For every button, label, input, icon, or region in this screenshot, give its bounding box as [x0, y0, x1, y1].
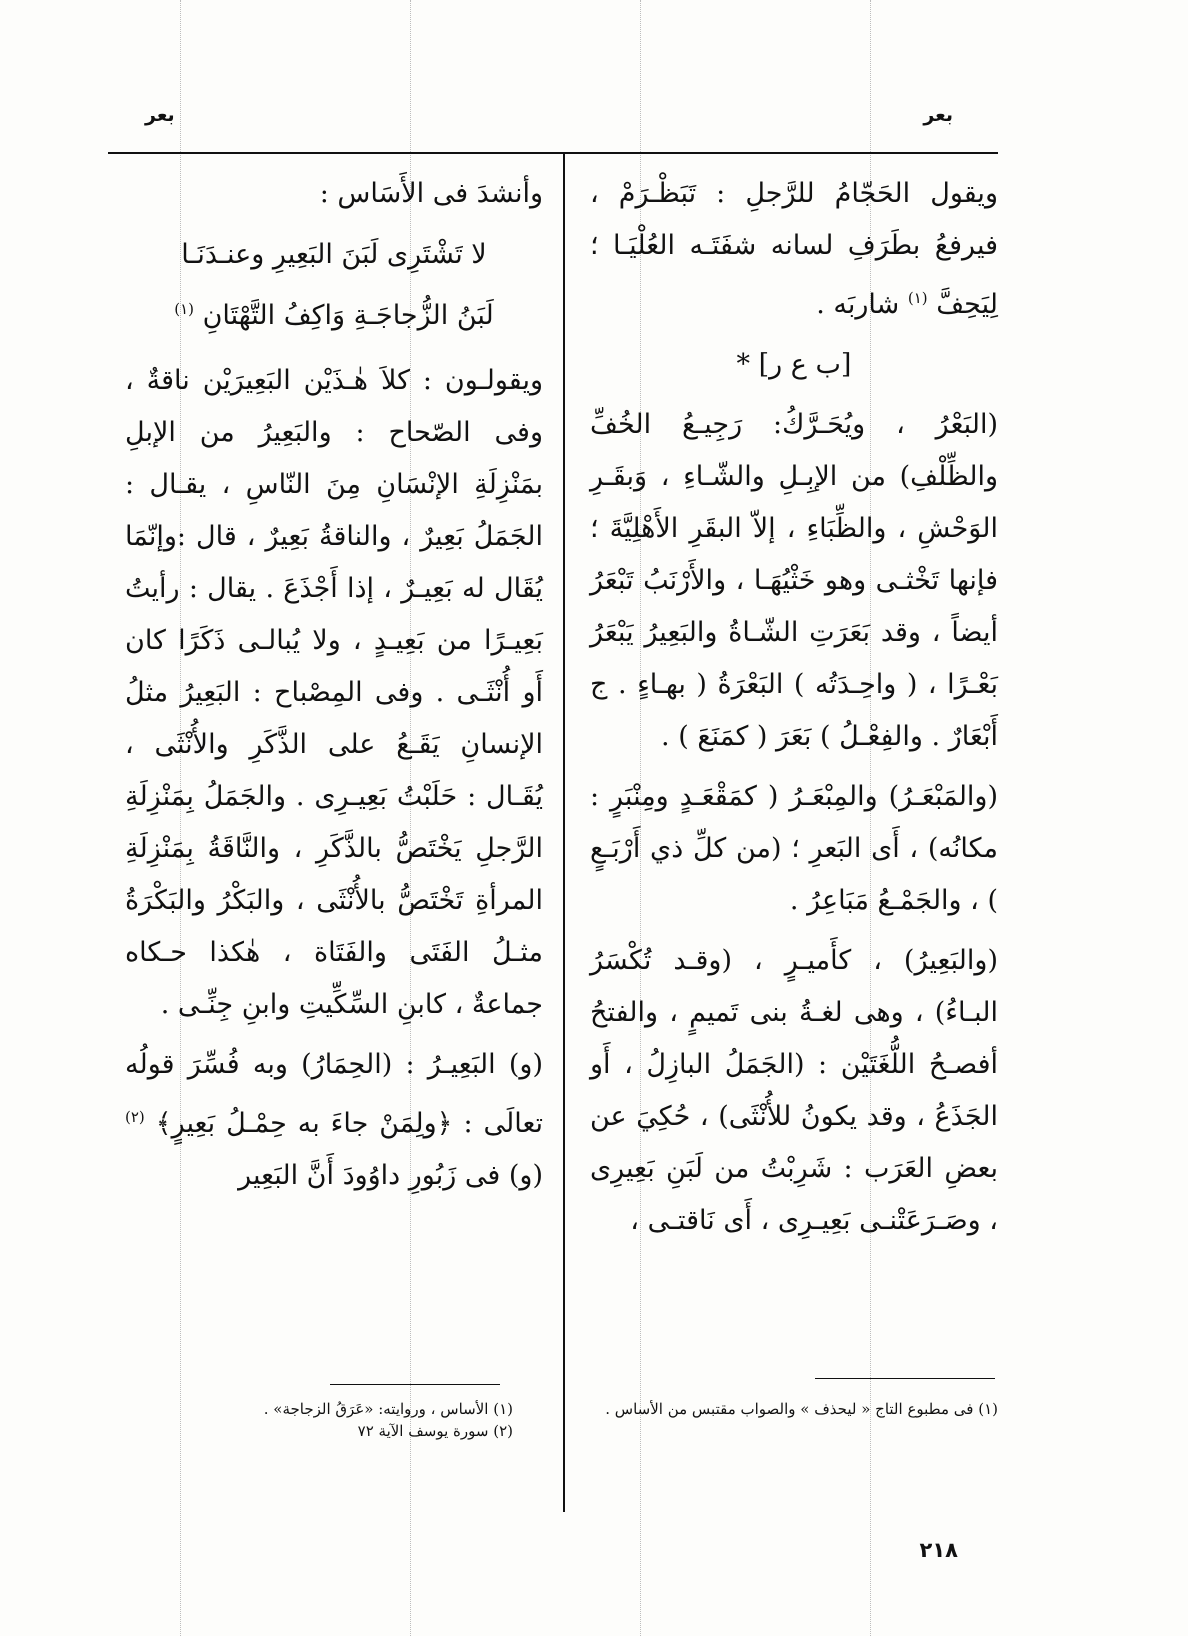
- footnote-marker: (١): [907, 289, 928, 307]
- footnotes-right: [590, 1398, 998, 1420]
- entry-paragraph: (والبَعِيرُ) ، كأَميـرٍ ، (وقـد تُكْسَرُ البـاءُ) ، وهى لغـةُ بنى تَميمٍ ، والفتحُ أفصـحُ اللُّغَتَيْن : (الجَمَلُ البازِلُ ، أَو الجَذَعُ ، وقد يكونُ للأُنْثَى) ، حُكِيَ عن بعضِ العَرَب : شَرِبْتُ من لَبَنِ بَعِيرِى ، وصَـرَعَتْنـى بَعِيـرِى ، أَى نَاقتـى ،: [590, 945, 998, 1236]
- footnote-rule: [815, 1378, 995, 1379]
- column-divider: [563, 152, 565, 1512]
- root-heading: [ب ع ر] *: [736, 349, 852, 380]
- entry-paragraph: [125, 1039, 543, 1202]
- verse-line: لا تَشْتَرِى لَبَنَ البَعِيرِ وعنـدَنَـا: [181, 239, 487, 270]
- paragraph: [590, 168, 998, 331]
- paragraph-text: شاربَه .: [816, 289, 900, 320]
- page-number: ٢١٨: [919, 1538, 958, 1562]
- verse-line: [125, 282, 543, 343]
- paragraph-text: ويقول الحَجّامُ للرَّجلِ : تَبَظْـرَمْ ، فيرفعُ بطَرَفِ لسانه شفَتَـه العُلْيَـا ؛ لِيَحِفَّ: [590, 178, 998, 320]
- footnote-marker: (١): [174, 300, 194, 318]
- left-column: [125, 168, 543, 1210]
- footnote: (١) الأساس ، وروايته: «عَرَقُ الزجاجة» .: [263, 1400, 513, 1418]
- footnote-rule: [330, 1384, 500, 1385]
- entry-paragraph: (والمَبْعَـرُ) والمِبْعَـرُ ( كمَقْعَـدٍ ومِنْبَرٍ : مكانُه) ، أَى البَعرِ ؛ (من كلِّ ذي أَرْبَـعٍ ) ، والجَمْـعُ مَبَاعِرُ .: [590, 781, 998, 916]
- paragraph: وأنشدَ فى الأَسَاس :: [319, 178, 543, 209]
- header-rule: [108, 152, 998, 154]
- footnote-marker: (٢): [125, 1108, 145, 1126]
- paragraph-text: (و) البَعِيـرُ : (الحِمَارُ) وبه فُسِّرَ قولُه تعالَى : ﴿ولِمَنْ جاءَ به حِمْـلُ بَعِيرٍ﴾: [125, 1049, 543, 1139]
- footnote: (٢) سورة يوسف الآية ٧٢: [357, 1422, 513, 1440]
- footnotes-left: [123, 1398, 513, 1442]
- paragraph-text: (و) فى زَبُورِ داوُودَ أَنَّ البَعِير: [238, 1160, 543, 1191]
- verse-line-text: لَبَنُ الزُّجاجَـةِ وَاكِفُ التَّهْتَانِ: [202, 300, 494, 331]
- entry-paragraph: ويقولـون : كلاَ هٰـذَيْن البَعِيرَيْن ناقةٌ ، وفى الصّحاح : والبَعِيرُ من الإبلِ بمَنْزِلَةِ الإنْسَانِ مِنَ النّاسِ ، يقـال : الجَمَلُ بَعِيرٌ ، والناقةُ بَعِيرٌ ، قال :وإنّمَا يُقَال له بَعِيـرٌ ، إذا أَجْذَعَ . يقال : رأيتُ بَعِيـرًا من بَعِيـدٍ ، ولا يُبالـى ذَكَرًا كان أَو أُنْثَـى . وفى المِصْباح : البَعِيرُ مثلُ الإنسانِ يَقَـعُ على الذَّكَرِ والأُنْثَى ، يُقَـال : حَلَبْتُ بَعِيـرِى . والجَمَلُ بِمَنْزِلَةِ الرَّجلِ يَخْتَصُّ بالذَّكَرِ ، والنَّاقَةُ بِمَنْزِلَةِ المرأةِ تَخْتَصُّ بالأُنْثَى ، والبَكْرُ والبَكْرَةُ مثـلُ الفَتَى والفَتَاة ، هٰكذا حـكاه جماعةٌ ، كابنِ السِّكِّيتِ وابنِ جِنِّـى .: [125, 365, 543, 1020]
- entry-paragraph: (البَعْرُ ، ويُحَـرَّكُ: رَجِيـعُ الخُفِّ والظِّلْفِ) من الإبِـلِ والشّـاءِ ، وَبقَـرِ الوَحْشِ ، والظِّبَاءِ ، إلاّ البقَرِ الأَهْلِيَّةَ ؛ فإنها تَخْثـى وهو خَثْيُهَـا ، والأَرْنَبُ تَبْعَرُ أيضاً ، وقد بَعَرَتِ الشّـاةُ والبَعِيرُ يَبْعَرُ بَعْـرًا ، ( واحِـدَتُه ) البَعْرَةُ ( بهـاءٍ . ج أَبْعَارٌ . والفِعْـلُ ) بَعَرَ ( كمَنَعَ ) .: [590, 409, 998, 752]
- poem-verse: [125, 228, 543, 343]
- footnote: (١) فى مطبوع التاج « ليحذف » والصواب مقتبس من الأساس .: [605, 1400, 998, 1418]
- right-column: [590, 168, 998, 1255]
- running-head-left: بعر: [145, 104, 175, 126]
- running-head-right: بعر: [923, 104, 953, 126]
